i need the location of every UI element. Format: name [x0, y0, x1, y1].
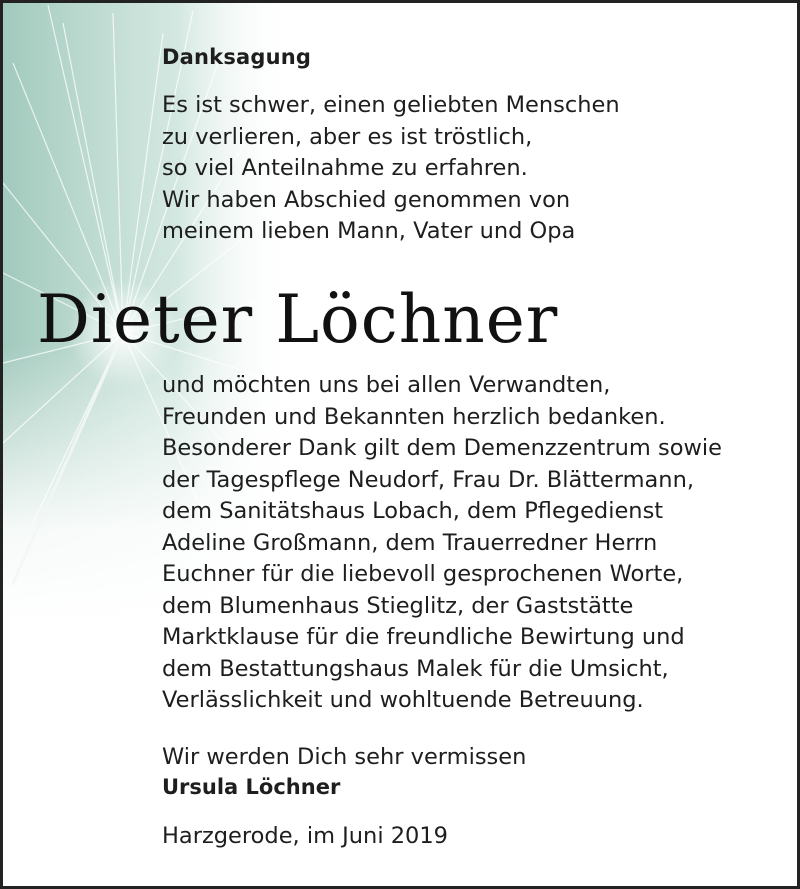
body-line: Freunden und Bekannten herzlich bedanken. [162, 403, 666, 430]
body-line: und möchten uns bei allen Verwandten, [162, 372, 611, 398]
body-line: Verlässlichkeit und wohltuende Betreuung. [162, 687, 644, 713]
body-line: Besonderer Dank gilt dem Demenzzentrum sowie [162, 435, 722, 461]
intro-line: meinem lieben Mann, Vater und Opa [162, 218, 576, 244]
intro-line: zu verlieren, aber es ist tröstlich, [162, 123, 533, 150]
closing-line: Wir werden Dich sehr vermissen [162, 744, 527, 770]
intro-line: Wir haben Abschied genommen von [162, 186, 571, 213]
body-line: Marktklause für die freundliche Bewirtung und [162, 624, 685, 650]
notice-content [3, 3, 800, 889]
body-line: dem Blumenhaus Stieglitz, der Gaststätte [162, 592, 634, 619]
signer-name: Ursula Löchner [162, 775, 341, 799]
place-date: Harzgerode, im Juni 2019 [162, 823, 448, 849]
body-line: Euchner für die liebevoll gesprochenen Worte, [162, 561, 684, 587]
body-line: Adeline Großmann, dem Trauerredner Herrn [162, 529, 658, 556]
body-line: der Tagespflege Neudorf, Frau Dr. Blättermann, [162, 466, 694, 493]
intro-line: Es ist schwer, einen geliebten Menschen [162, 92, 620, 118]
intro-line: so viel Anteilnahme zu erfahren. [162, 155, 528, 181]
deceased-name: Dieter Löchner [37, 281, 559, 358]
intro-paragraph [162, 90, 620, 248]
body-line: dem Bestattungshaus Malek für die Umsicht, [162, 655, 669, 682]
thanks-paragraph [162, 370, 722, 717]
notice-heading: Danksagung [162, 45, 312, 69]
body-line: dem Sanitätshaus Lobach, dem Pflegedienst [162, 498, 664, 524]
